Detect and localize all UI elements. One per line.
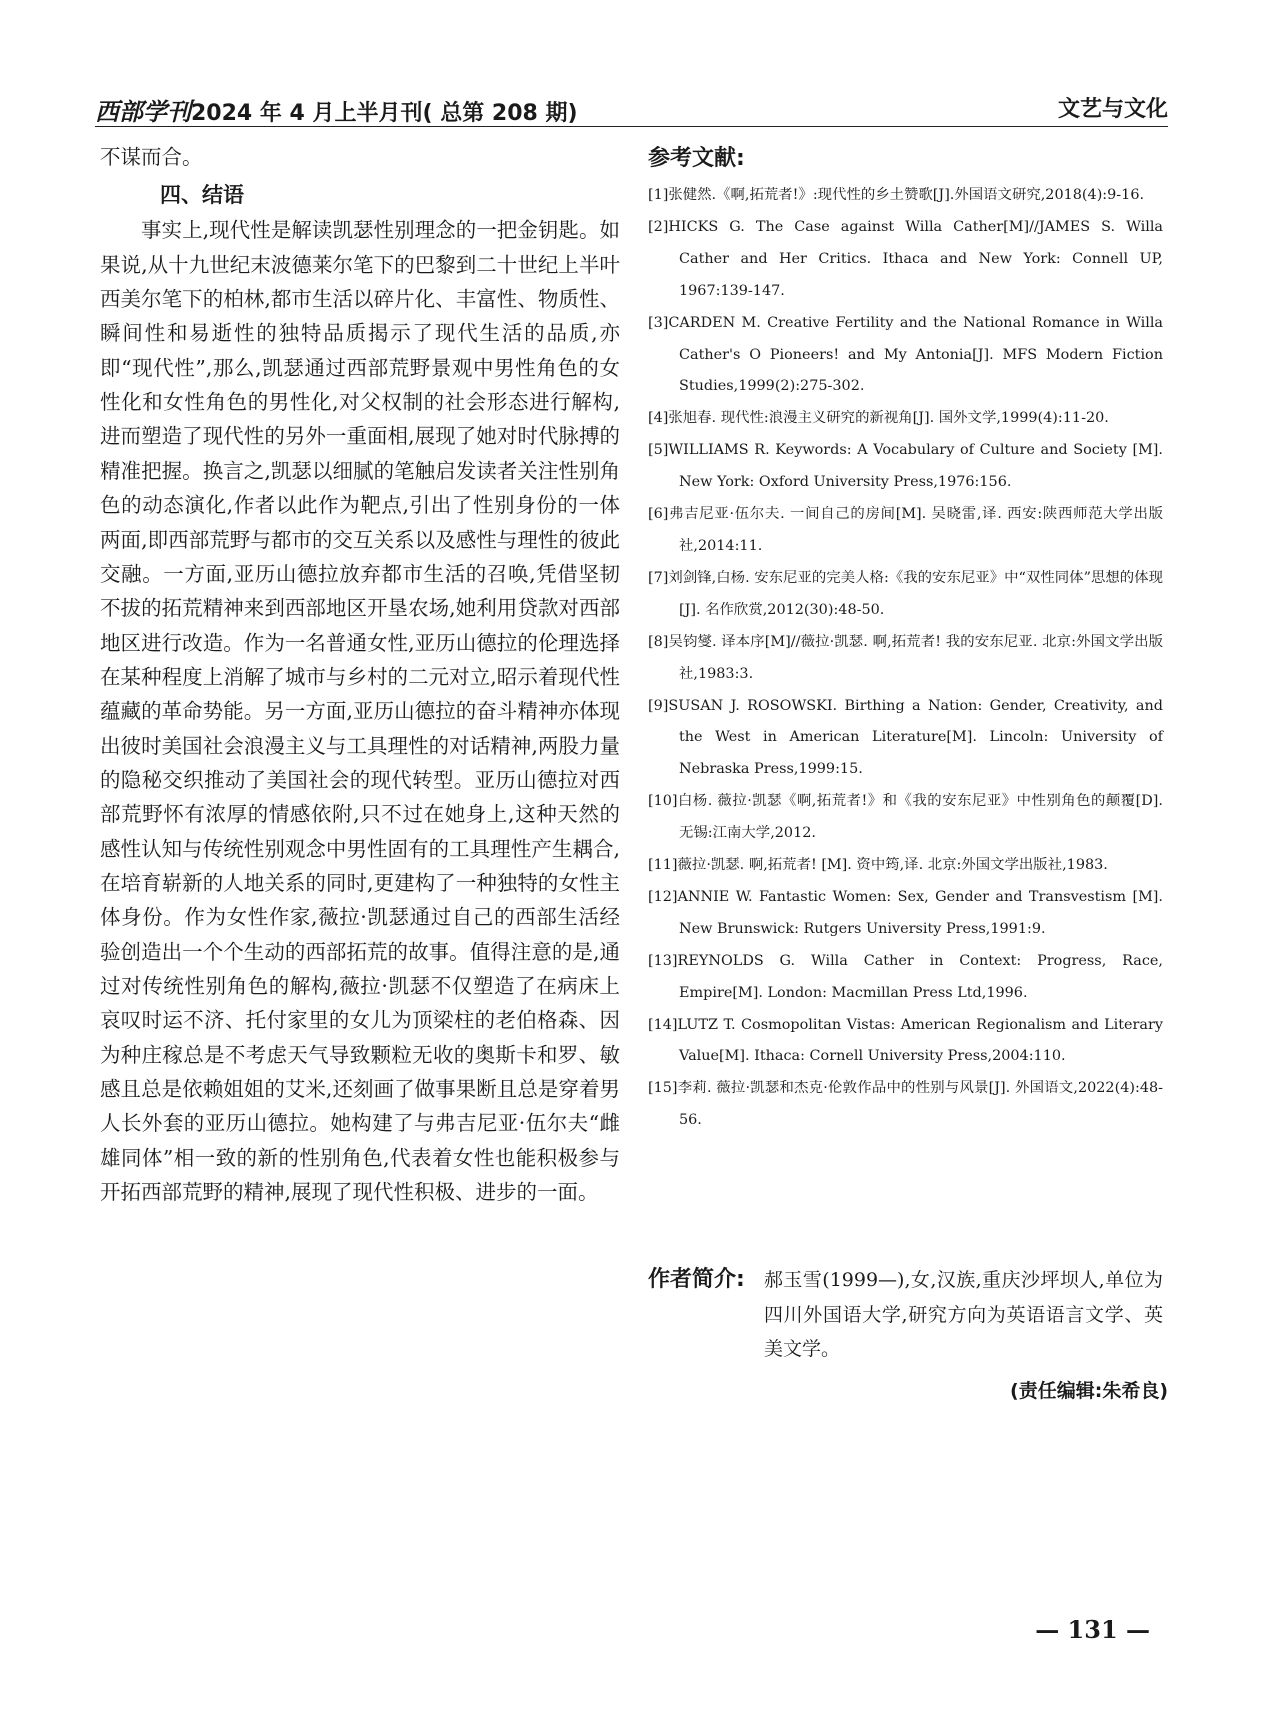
- reference-item: [1]张健然.《啊,拓荒者!》:现代性的乡土赞歌[J].外国语文研究,2018(4):9-16.: [648, 187, 1145, 203]
- reference-item: [5]WILLIAMS R. Keywords: A Vocabulary of Culture and Society [M]. New York: Oxford University Press,1976:156.: [648, 442, 1163, 491]
- reference-item: [3]CARDEN M. Creative Fertility and the National Romance in Willa Cather's O Pioneers! and My Antonia[J]. MFS Modern Fiction Studies,1999(2):275-302.: [648, 314, 1163, 395]
- reference-item: [15]李莉. 薇拉·凯瑟和杰克·伦敦作品中的性别与风景[J]. 外国语文,2022(4):48-56.: [648, 1080, 1163, 1129]
- reference-item: [10]白杨. 薇拉·凯瑟《啊,拓荒者!》和《我的安东尼亚》中性别角色的颠覆[D]. 无锡:江南大学,2012.: [648, 793, 1163, 842]
- section-name: 文艺与文化: [1057, 97, 1168, 122]
- reference-item: [14]LUTZ T. Cosmopolitan Vistas: American Regionalism and Literary Value[M]. Ithaca: Cornell University Press,2004:110.: [648, 1016, 1163, 1065]
- author-bio-label: 作者简介:: [648, 1267, 745, 1292]
- issue-info: 2024 年 4 月上半月刊( 总第 208 期): [191, 101, 578, 126]
- continuation-text: 不谋而合。: [100, 145, 203, 169]
- references-column: [648, 140, 1163, 1137]
- reference-item: [4]张旭春. 现代性:浪漫主义研究的新视角[J]. 国外文学,1999(4):11-20.: [648, 410, 1109, 427]
- author-bio-text: 郝玉雪(1999—),女,汉族,重庆沙坪坝人,单位为四川外国语大学,研究方向为英语语言文学、英美文学。: [764, 1269, 1163, 1360]
- reference-item: [7]刘剑锋,白杨. 安东尼亚的完美人格:《我的安东尼亚》中“双性同体”思想的体现[J]. 名作欣赏,2012(30):48-50.: [648, 569, 1163, 618]
- reference-item: [13]REYNOLDS G. Willa Cather in Context: Progress, Race, Empire[M]. London: Macmillan Press Ltd,1996.: [648, 952, 1163, 1001]
- header-divider: [95, 126, 1168, 127]
- running-header: [95, 88, 1168, 128]
- journal-logo: 西部学刊: [95, 97, 191, 126]
- journal-issue-line: [95, 92, 578, 127]
- reference-item: [9]SUSAN J. ROSOWSKI. Birthing a Nation: Gender, Creativity, and the West in American Literature[M]. Lincoln: University of Nebraska Press,1999:15.: [648, 697, 1163, 778]
- reference-item: [11]薇拉·凯瑟. 啊,拓荒者! [M]. 资中筠,译. 北京:外国文学出版社,1983.: [648, 857, 1108, 874]
- conclusion-paragraph: 事实上,现代性是解读凯瑟性别理念的一把金钥匙。如果说,从十九世纪末波德莱尔笔下的巴黎到二十世纪上半叶西美尔笔下的柏林,都市生活以碎片化、丰富性、物质性、瞬间性和易逝性的独特品质揭示了现代生活的品质,亦即“现代性”,那么,凯瑟通过西部荒野景观中男性角色的女性化和女性角色的男性化,对父权制的社会形态进行解构,进而塑造了现代性的另外一重面相,展现了她对时代脉搏的精准把握。换言之,凯瑟以细腻的笔触启发读者关注性别角色的动态演化,作者以此作为靶点,引出了性别身份的一体两面,即西部荒野与都市的交互关系以及感性与理性的彼此交融。一方面,亚历山德拉放弃都市生活的召唤,凭借坚韧不拔的拓荒精神来到西部地区开垦农场,她利用贷款对西部地区进行改造。作为一名普通女性,亚历山德拉的伦理选择在某种程度上消解了城市与乡村的二元对立,昭示着现代性蕴藏的革命势能。另一方面,亚历山德拉的奋斗精神亦体现出彼时美国社会浪漫主义与工具理性的对话精神,两股力量的隐秘交织推动了美国社会的现代转型。亚历山德拉对西部荒野怀有浓厚的情感依附,只不过在她身上,这种天然的感性认知与传统性别观念中男性固有的工具理性产生耦合,在培育崭新的人地关系的同时,更建构了一种独特的女性主体身份。作为女性作家,薇拉·凯瑟通过自己的西部生活经验创造出一个个生动的西部拓荒的故事。值得注意的是,通过对传统性别角色的解构,薇拉·凯瑟不仅塑造了在病床上哀叹时运不济、托付家里的女儿为顶梁柱的老伯格森、因为种庄稼总是不考虑天气导致颗粒无收的奥斯卡和罗、敏感且总是依赖姐姐的艾米,还刻画了做事果断且总是穿着男人长外套的亚历山德拉。她构建了与弗吉尼亚·伍尔夫“雌雄同体”相一致的新的性别角色,代表着女性也能积极参与开拓西部荒野的精神,展现了现代性积极、进步的一面。: [100, 218, 620, 1205]
- author-bio: [648, 1263, 1163, 1367]
- reference-item: [6]弗吉尼亚·伍尔夫. 一间自己的房间[M]. 吴晓雷,译. 西安:陕西师范大学出版社,2014:11.: [648, 506, 1163, 554]
- responsible-editor: (责任编辑:朱希良): [1010, 1380, 1168, 1402]
- reference-item: [12]ANNIE W. Fantastic Women: Sex, Gender and Transvestism [M]. New Brunswick: Rutgers University Press,1991:9.: [648, 888, 1163, 937]
- reference-item: [2]HICKS G. The Case against Willa Cather[M]//JAMES S. Willa Cather and Her Critics. Ithaca and New York: Connell UP, 1967:139-147.: [648, 218, 1163, 299]
- references-title: 参考文献:: [648, 146, 745, 171]
- reference-item: [8]吴钧燮. 译本序[M]//薇拉·凯瑟. 啊,拓荒者! 我的安东尼亚. 北京:外国文学出版社,1983:3.: [648, 633, 1163, 682]
- page-number: — 131 —: [1035, 1615, 1150, 1644]
- main-text-column: [100, 140, 620, 1209]
- section-heading: 四、结语: [160, 183, 244, 208]
